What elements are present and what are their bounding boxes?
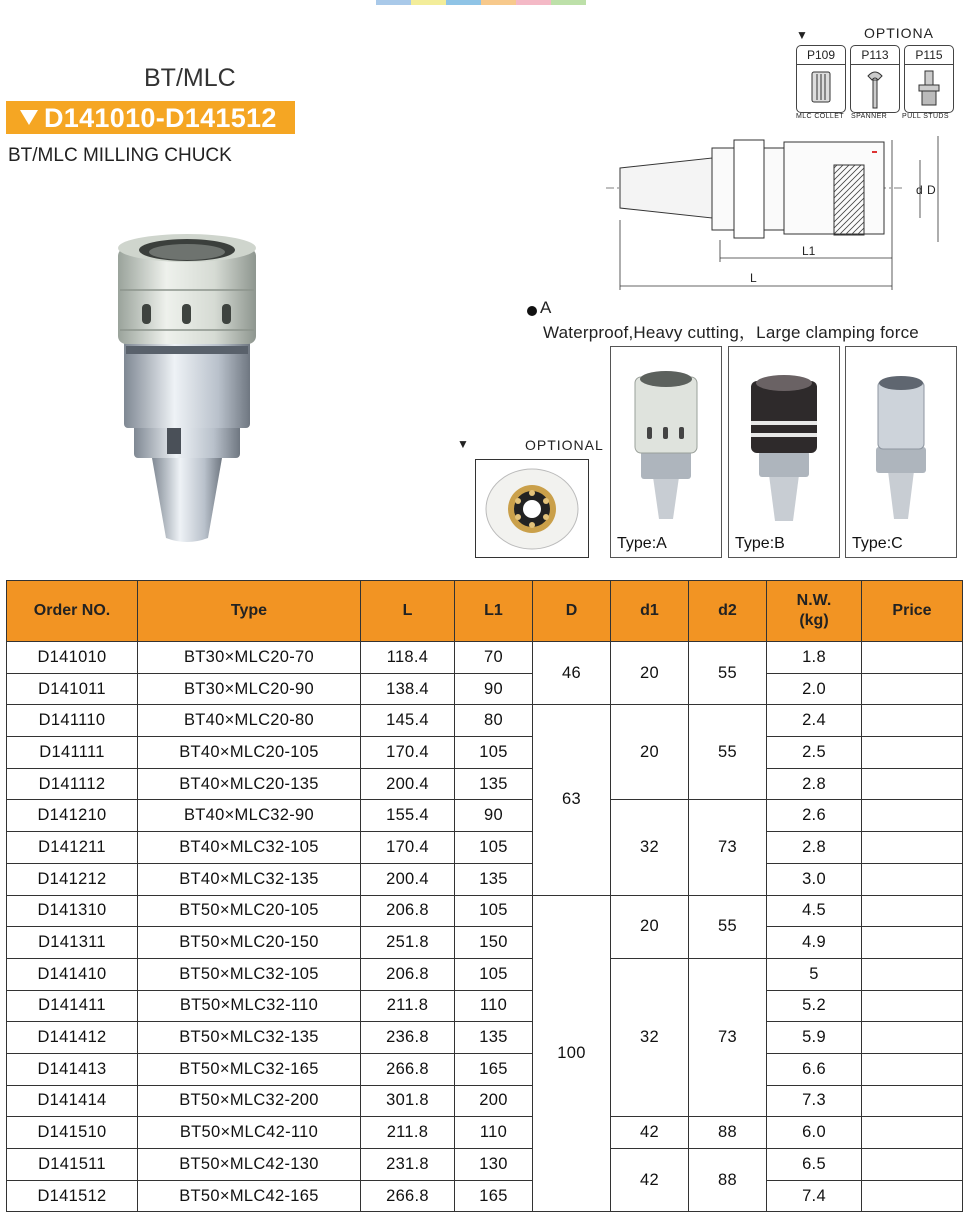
cell-L1: 135 <box>455 863 533 895</box>
cell-L: 138.4 <box>361 673 455 705</box>
type-a-box <box>610 346 722 558</box>
cell-d1: 20 <box>611 705 689 800</box>
accessory-mlc-collet <box>796 45 846 113</box>
table-row <box>7 832 963 864</box>
cell-L1: 135 <box>455 1022 533 1054</box>
cell-price <box>862 863 963 895</box>
table-row <box>7 927 963 959</box>
table-row <box>7 1180 963 1212</box>
type-c-box <box>845 346 957 558</box>
cell-L1: 90 <box>455 800 533 832</box>
cell-order: D141010 <box>7 642 138 674</box>
table-row <box>7 737 963 769</box>
triangle-down-icon <box>20 110 38 125</box>
cell-L: 200.4 <box>361 768 455 800</box>
cell-order: D141210 <box>7 800 138 832</box>
cell-L1: 105 <box>455 958 533 990</box>
cell-d2: 55 <box>689 895 767 958</box>
cell-d2: 55 <box>689 705 767 800</box>
spanner-icon <box>863 70 887 110</box>
cell-order: D141412 <box>7 1022 138 1054</box>
cell-type: BT40×MLC20-105 <box>138 737 361 769</box>
col-header-price: Price <box>862 581 963 642</box>
cell-L: 236.8 <box>361 1022 455 1054</box>
cell-D: 63 <box>533 705 611 895</box>
cell-nw: 4.9 <box>767 927 862 959</box>
cell-order: D141414 <box>7 1085 138 1117</box>
cell-L: 266.8 <box>361 1053 455 1085</box>
col-header-d2: d2 <box>689 581 767 642</box>
cell-L1: 70 <box>455 642 533 674</box>
cell-d1: 42 <box>611 1149 689 1212</box>
cell-type: BT40×MLC32-105 <box>138 832 361 864</box>
top-color-strip <box>376 0 586 5</box>
table-row <box>7 1085 963 1117</box>
cell-L1: 165 <box>455 1053 533 1085</box>
dim-L1: L1 <box>802 244 816 258</box>
col-header-nw <box>767 581 862 642</box>
spec-table <box>6 580 963 1212</box>
cell-d2: 88 <box>689 1117 767 1149</box>
cell-price <box>862 642 963 674</box>
nw-line2: (kg) <box>799 612 829 629</box>
cell-L: 301.8 <box>361 1085 455 1117</box>
table-row <box>7 800 963 832</box>
cell-nw: 4.5 <box>767 895 862 927</box>
cell-L: 145.4 <box>361 705 455 737</box>
dim-D: D <box>927 183 936 197</box>
dim-L: L <box>750 271 757 285</box>
cell-d2: 88 <box>689 1149 767 1212</box>
cell-price <box>862 958 963 990</box>
optional-accessories-label: OPTIONA <box>864 25 935 41</box>
cell-L1: 105 <box>455 737 533 769</box>
code-range: D141010-D141512 <box>44 103 277 133</box>
cell-nw: 3.0 <box>767 863 862 895</box>
cell-nw: 2.5 <box>767 737 862 769</box>
cell-nw: 6.0 <box>767 1117 862 1149</box>
cell-nw: 2.6 <box>767 800 862 832</box>
cell-nw: 6.5 <box>767 1149 862 1181</box>
triangle-down-icon: ▼ <box>796 28 808 42</box>
code-range-tag <box>6 101 295 134</box>
cell-price <box>862 990 963 1022</box>
cell-d2: 73 <box>689 800 767 895</box>
feature-description: Waterproof,Heavy cutting，Large clamping force <box>543 323 919 342</box>
type-b-illustration <box>729 347 839 527</box>
table-row <box>7 642 963 674</box>
accessory-caption: MLC COLLET <box>796 113 844 120</box>
cell-nw: 5.9 <box>767 1022 862 1054</box>
cell-L1: 200 <box>455 1085 533 1117</box>
cell-nw: 5 <box>767 958 862 990</box>
cell-price <box>862 832 963 864</box>
cell-d1: 20 <box>611 895 689 958</box>
cell-order: D141212 <box>7 863 138 895</box>
cell-nw: 6.6 <box>767 1053 862 1085</box>
cell-price <box>862 705 963 737</box>
table-row <box>7 895 963 927</box>
cell-price <box>862 1022 963 1054</box>
cell-d2: 73 <box>689 958 767 1116</box>
cell-type: BT50×MLC42-130 <box>138 1149 361 1181</box>
cell-nw: 7.4 <box>767 1180 862 1212</box>
optional-collet-insert <box>475 459 589 558</box>
accessory-code: P109 <box>797 46 845 65</box>
cell-price <box>862 673 963 705</box>
cell-type: BT50×MLC32-200 <box>138 1085 361 1117</box>
cell-order: D141311 <box>7 927 138 959</box>
table-row <box>7 1053 963 1085</box>
cell-type: BT40×MLC20-80 <box>138 705 361 737</box>
collet-icon <box>809 70 833 108</box>
cell-type: BT40×MLC32-135 <box>138 863 361 895</box>
cell-L1: 105 <box>455 832 533 864</box>
accessory-caption: PULL STUDS <box>902 113 949 120</box>
cell-L: 251.8 <box>361 927 455 959</box>
col-header-d1: d1 <box>611 581 689 642</box>
pull-stud-icon <box>915 69 943 109</box>
cell-order: D141011 <box>7 673 138 705</box>
cell-order: D141110 <box>7 705 138 737</box>
cell-order: D141510 <box>7 1117 138 1149</box>
cell-order: D141511 <box>7 1149 138 1181</box>
cell-L: 170.4 <box>361 737 455 769</box>
cell-d2: 55 <box>689 642 767 705</box>
accessory-caption: SPANNER <box>851 113 888 120</box>
col-header-order: Order NO. <box>7 581 138 642</box>
col-header-L1: L1 <box>455 581 533 642</box>
col-header-L: L <box>361 581 455 642</box>
technical-drawing <box>602 130 952 295</box>
type-b-box <box>728 346 840 558</box>
cell-type: BT50×MLC32-105 <box>138 958 361 990</box>
cell-L1: 105 <box>455 895 533 927</box>
cell-price <box>862 800 963 832</box>
cell-order: D141111 <box>7 737 138 769</box>
type-a-illustration <box>611 347 721 527</box>
cell-L: 118.4 <box>361 642 455 674</box>
cell-price <box>862 1117 963 1149</box>
cell-type: BT50×MLC32-135 <box>138 1022 361 1054</box>
cell-order: D141310 <box>7 895 138 927</box>
cell-order: D141410 <box>7 958 138 990</box>
cell-type: BT30×MLC20-70 <box>138 642 361 674</box>
cell-L: 211.8 <box>361 990 455 1022</box>
cell-price <box>862 1149 963 1181</box>
table-row <box>7 673 963 705</box>
type-c-illustration <box>846 347 956 527</box>
cell-order: D141512 <box>7 1180 138 1212</box>
cell-d1: 42 <box>611 1117 689 1149</box>
product-subtitle: BT/MLC MILLING CHUCK <box>8 145 232 166</box>
cell-order: D141413 <box>7 1053 138 1085</box>
cell-type: BT50×MLC42-110 <box>138 1117 361 1149</box>
type-label: Type:A <box>617 535 667 552</box>
type-label: Type:C <box>852 535 903 552</box>
cell-D: 46 <box>533 642 611 705</box>
table-header-row <box>7 581 963 642</box>
cell-L: 231.8 <box>361 1149 455 1181</box>
cell-price <box>862 895 963 927</box>
cell-L: 170.4 <box>361 832 455 864</box>
cell-L: 206.8 <box>361 895 455 927</box>
cell-price <box>862 1085 963 1117</box>
table-row <box>7 1022 963 1054</box>
cell-type: BT40×MLC32-90 <box>138 800 361 832</box>
cell-price <box>862 1180 963 1212</box>
cell-order: D141411 <box>7 990 138 1022</box>
cell-L: 155.4 <box>361 800 455 832</box>
dim-d: d <box>916 183 923 197</box>
cell-L: 211.8 <box>361 1117 455 1149</box>
cell-nw: 5.2 <box>767 990 862 1022</box>
cell-type: BT30×MLC20-90 <box>138 673 361 705</box>
col-header-type: Type <box>138 581 361 642</box>
cell-type: BT40×MLC20-135 <box>138 768 361 800</box>
accessory-spanner <box>850 45 900 113</box>
cell-L1: 110 <box>455 990 533 1022</box>
cell-price <box>862 927 963 959</box>
table-row <box>7 768 963 800</box>
cell-L: 200.4 <box>361 863 455 895</box>
collet-insert-illustration <box>476 460 588 557</box>
table-row <box>7 705 963 737</box>
cell-type: BT50×MLC20-150 <box>138 927 361 959</box>
bullet-dot-icon <box>527 306 537 316</box>
triangle-down-icon: ▼ <box>457 437 469 451</box>
cell-D: 100 <box>533 895 611 1212</box>
type-label: Type:B <box>735 535 785 552</box>
table-row <box>7 1149 963 1181</box>
cell-nw: 2.8 <box>767 832 862 864</box>
cell-L: 266.8 <box>361 1180 455 1212</box>
series-title: BT/MLC <box>144 64 236 92</box>
milling-chuck-illustration <box>112 228 262 566</box>
cell-L1: 80 <box>455 705 533 737</box>
accessory-code: P113 <box>851 46 899 65</box>
table-row <box>7 990 963 1022</box>
cell-L1: 150 <box>455 927 533 959</box>
cell-order: D141112 <box>7 768 138 800</box>
cell-type: BT50×MLC20-105 <box>138 895 361 927</box>
cell-price <box>862 768 963 800</box>
optional-label: OPTIONAL <box>525 437 604 453</box>
nw-line1: N.W. <box>796 592 832 609</box>
cell-L1: 110 <box>455 1117 533 1149</box>
cell-nw: 2.0 <box>767 673 862 705</box>
cell-price <box>862 737 963 769</box>
cell-price <box>862 1053 963 1085</box>
col-header-D: D <box>533 581 611 642</box>
cell-nw: 2.4 <box>767 705 862 737</box>
cell-d1: 32 <box>611 958 689 1116</box>
cell-d1: 20 <box>611 642 689 705</box>
cell-type: BT50×MLC32-165 <box>138 1053 361 1085</box>
cell-order: D141211 <box>7 832 138 864</box>
cell-type: BT50×MLC42-165 <box>138 1180 361 1212</box>
cell-L1: 135 <box>455 768 533 800</box>
cell-nw: 7.3 <box>767 1085 862 1117</box>
table-row <box>7 958 963 990</box>
feature-type-letter: A <box>540 298 552 317</box>
table-row <box>7 1117 963 1149</box>
cell-nw: 2.8 <box>767 768 862 800</box>
cell-d1: 32 <box>611 800 689 895</box>
cell-L: 206.8 <box>361 958 455 990</box>
cell-L1: 165 <box>455 1180 533 1212</box>
table-row <box>7 863 963 895</box>
accessory-pull-stud <box>904 45 954 113</box>
cell-L1: 130 <box>455 1149 533 1181</box>
cell-nw: 1.8 <box>767 642 862 674</box>
cell-type: BT50×MLC32-110 <box>138 990 361 1022</box>
cell-L1: 90 <box>455 673 533 705</box>
accessory-code: P115 <box>905 46 953 65</box>
